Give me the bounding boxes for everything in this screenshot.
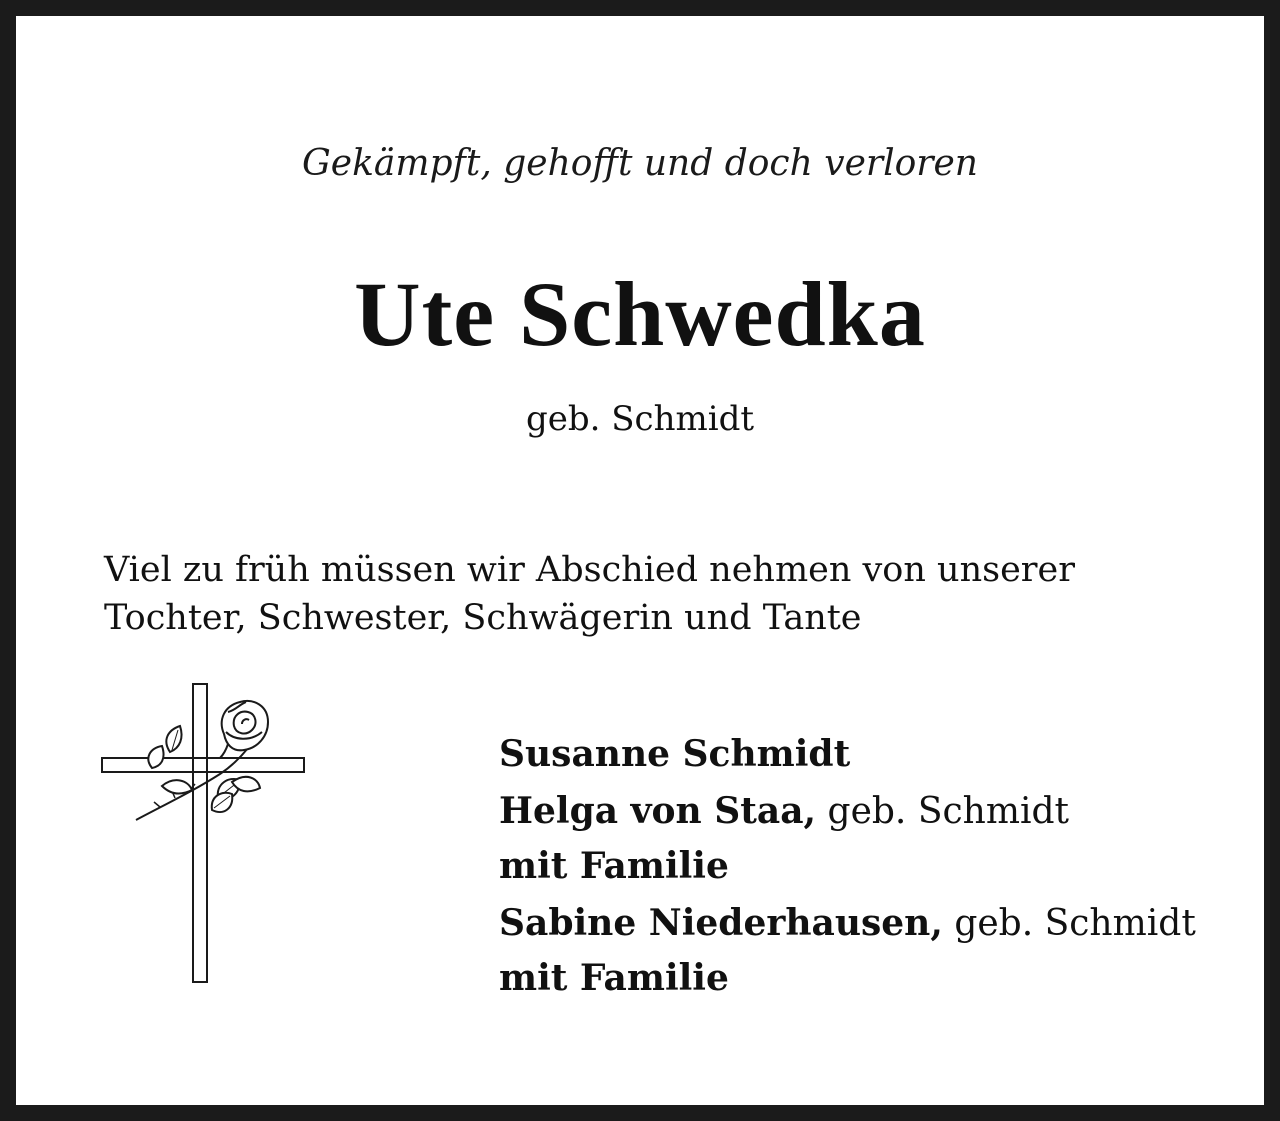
- mourner-maiden-name: geb. Schmidt: [827, 791, 1069, 832]
- mourner-entry: [499, 727, 1239, 782]
- mourner-entry: [499, 896, 1239, 1006]
- mourner-name: Helga von Staa,: [499, 790, 817, 832]
- mourner-family: mit Familie: [499, 845, 729, 887]
- cross-with-rose-icon: [100, 682, 310, 986]
- mourner-name: Susanne Schmidt: [499, 733, 851, 775]
- mourner-name: Sabine Niederhausen,: [499, 902, 943, 944]
- farewell-line-1: Viel zu früh müssen wir Abschied nehmen von unserer: [104, 550, 1075, 590]
- motto: Gekämpft, gehofft und doch verloren: [302, 143, 978, 184]
- farewell-line-2: Tochter, Schwester, Schwägerin und Tante: [104, 598, 862, 638]
- mourner-entry: [499, 784, 1239, 894]
- maiden-name: geb. Schmidt: [525, 399, 755, 439]
- mourner-maiden-name: geb. Schmidt: [954, 903, 1196, 944]
- farewell-text: [104, 546, 1244, 642]
- deceased-name: Ute Schwedka: [354, 263, 926, 365]
- mourners-list: [499, 727, 1239, 1008]
- mourner-family: mit Familie: [499, 957, 729, 999]
